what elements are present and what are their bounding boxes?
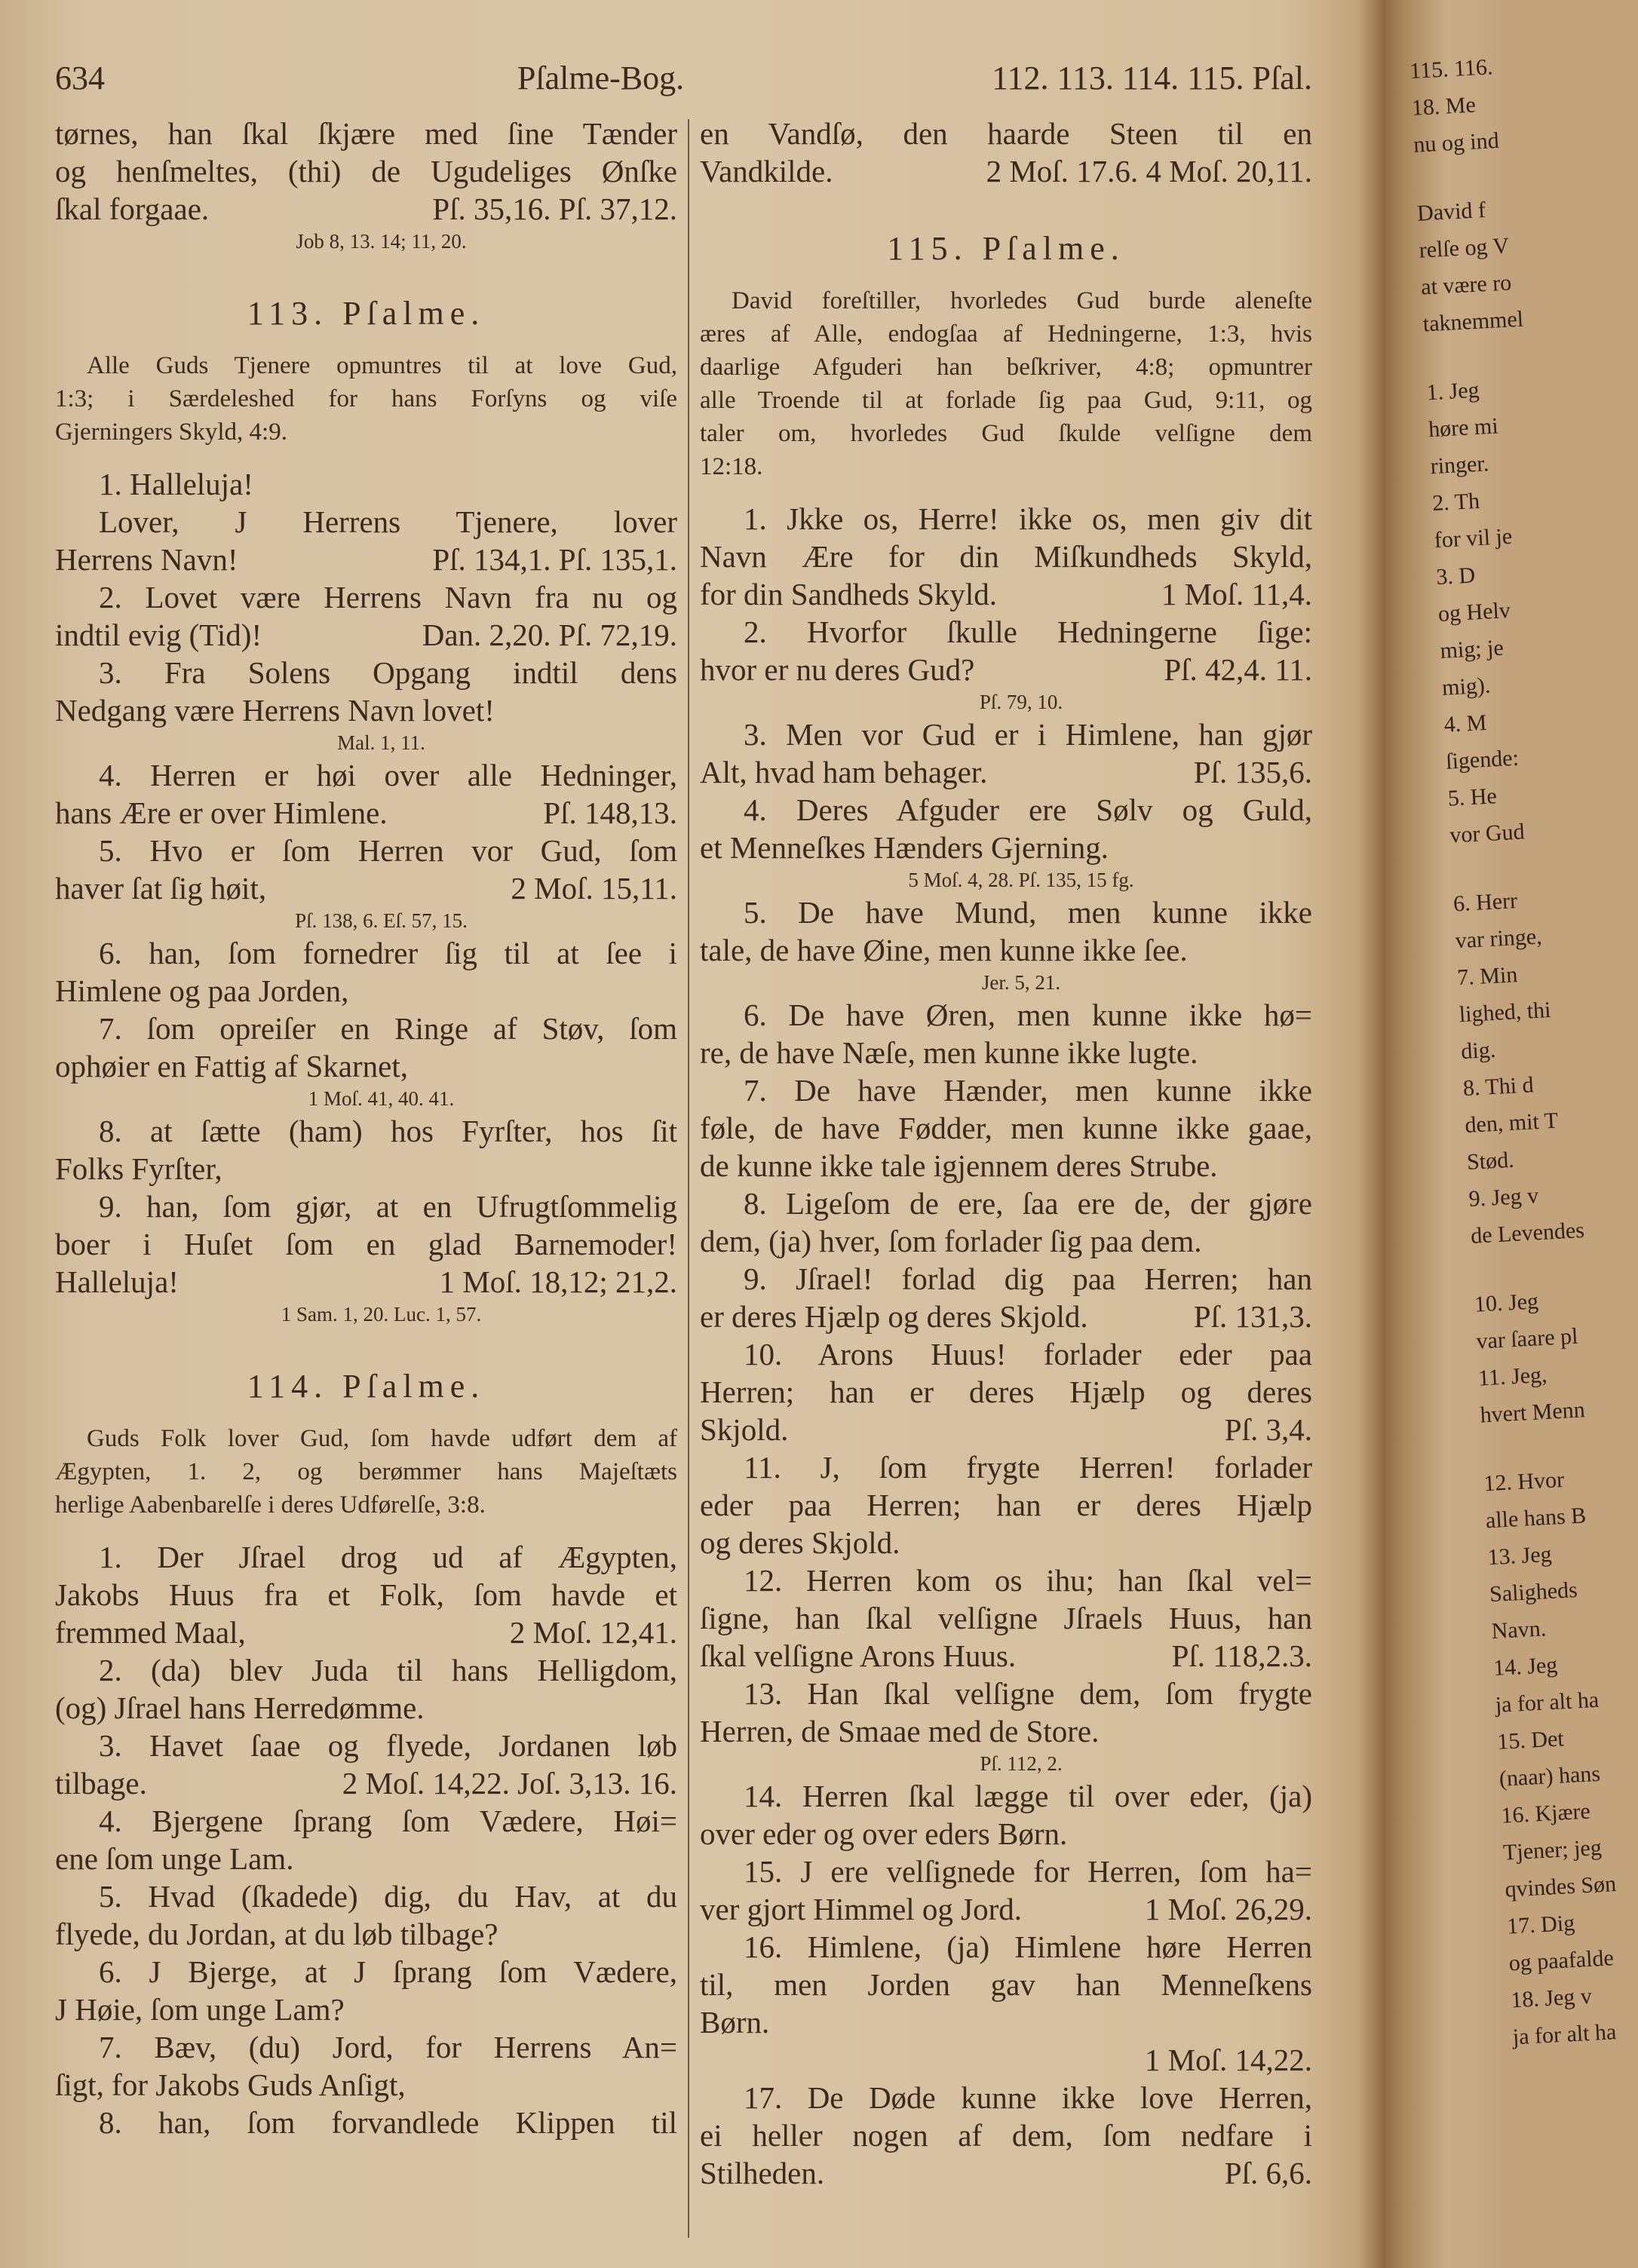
verse-line: 6. J Bjerge, at J ſprang ſom Vædere, — [99, 1954, 677, 1989]
verse-line: 2. Hvorfor ſkulle Hedningerne ſige: — [744, 615, 1312, 649]
verse-text: et Menneſkes Hænders Gjerning. — [700, 830, 1109, 865]
verse-line — [700, 1890, 1312, 1928]
verse-line — [700, 1147, 1312, 1185]
verse — [700, 500, 1312, 613]
cross-reference: 1 Sam. 1, 20. Luc. 1, 57. — [281, 1303, 482, 1326]
verse-reference: Pſ. 6,6. — [1224, 2156, 1312, 2190]
verse-line: ei heller nogen af dem, ſom nedfare i — [700, 2118, 1312, 2153]
verse-reference: 1 Moſ. 14,22. — [1144, 2043, 1312, 2077]
verse-line — [700, 753, 1312, 791]
verse-line: 7. Bæv, (du) Jord, for Herrens An= — [99, 2030, 677, 2064]
verse — [700, 1260, 1312, 1335]
verse-text: re, de have Næſe, men kunne ikke lugte. — [700, 1035, 1198, 1070]
verse-line: 14. Herren ſkal lægge til over eder, (ja) — [744, 1779, 1312, 1813]
facing-page-line: 17. Dig — [1506, 1910, 1575, 1939]
verse-line — [55, 2066, 677, 2104]
verse-line — [700, 1298, 1312, 1335]
verse-text: 1. Halleluja! — [99, 467, 253, 501]
verse-line — [700, 1815, 1312, 1853]
summary-line: 12:18. — [700, 453, 763, 480]
verse — [55, 1953, 677, 2028]
cross-reference: Pſ. 79, 10. — [979, 691, 1063, 713]
facing-page-line: høre mi — [1428, 413, 1499, 443]
verse-line: 13. Han ſkal velſigne dem, ſom frygte — [744, 1676, 1312, 1711]
facing-page-line: 10. Jeg — [1474, 1289, 1539, 1317]
facing-page-line: 7. Min — [1456, 962, 1519, 991]
verse-text: er deres Hjælp og deres Skjold. — [700, 1299, 1088, 1334]
summary-line: daarlige Afguderi han beſkriver, 4:8; opmuntrer — [700, 354, 1312, 381]
verse-line — [55, 465, 677, 503]
verse-text: Herren, de Smaae med de Store. — [700, 1714, 1100, 1749]
verse-reference: 1 Moſ. 18,12; 21,2. — [439, 1264, 677, 1299]
facing-page-line: Navn. — [1490, 1616, 1547, 1644]
verse-line — [55, 1263, 677, 1301]
summary-line: Ægypten, 1. 2, og berømmer hans Majeſtæts — [55, 1458, 677, 1485]
verse-text: hvor er nu deres Gud? — [700, 652, 975, 687]
facing-page-line: 16. Kjære — [1500, 1798, 1591, 1828]
verse-line: 2. (da) blev Juda til hans Helligdom, — [99, 1653, 677, 1687]
column-divider — [688, 119, 689, 2238]
verse — [700, 716, 1312, 791]
verse — [55, 832, 677, 907]
verse-text: over eder og over eders Børn. — [700, 1816, 1068, 1851]
facing-page-line: var ringe, — [1454, 924, 1543, 954]
verse-line — [55, 1840, 677, 1877]
verse-line — [55, 541, 677, 578]
verse-line: ſigne, han ſkal velſigne Jſraels Huus, han — [700, 1601, 1312, 1635]
facing-page-line: 14. Jeg — [1492, 1652, 1559, 1681]
verse-line: 9. han, ſom gjør, at en Ufrugtſommelig — [99, 1189, 677, 1224]
verse-reference: Pſ. 131,3. — [1193, 1299, 1312, 1334]
facing-page-line: 15. Det — [1496, 1726, 1565, 1755]
verse-text: ſigt, for Jakobs Guds Anſigt, — [55, 2067, 406, 2102]
verse-line: 8. Ligeſom de ere, ſaa ere de, der gjøre — [744, 1186, 1312, 1221]
verse-line: 6. De have Øren, men kunne ikke hø= — [744, 998, 1312, 1032]
verse-line: 1. Jkke os, Herre! ikke os, men giv dit — [744, 501, 1312, 536]
verse-text: Himlene og paa Jorden, — [55, 973, 349, 1008]
verse-text: hans Ære er over Himlene. — [55, 795, 388, 830]
psalm-heading: 114. Pſalme. — [247, 1368, 486, 1405]
facing-page-line: at være ro — [1420, 270, 1512, 300]
verse — [700, 1335, 1312, 1448]
verse-text: ene ſom unge Lam. — [55, 1841, 294, 1876]
verse-text: ſkal forgaae. — [55, 192, 210, 226]
verse — [700, 1928, 1312, 2079]
facing-page-line: ringer. — [1429, 451, 1490, 480]
verse-line — [700, 2003, 1312, 2041]
facing-page-line: og Helv — [1437, 597, 1511, 627]
verse — [55, 654, 677, 729]
verse-reference: 2 Moſ. 15,11. — [511, 871, 677, 906]
verse-line: til, men Jorden gav han Menneſkens — [700, 1967, 1312, 2002]
verse — [55, 1877, 677, 1953]
cross-reference: Pſ. 138, 6. Eſ. 57, 15. — [295, 909, 468, 932]
verse-text: (og) Jſrael hans Herredømme. — [55, 1690, 425, 1725]
facing-page-line: den, mit T — [1464, 1108, 1559, 1139]
psalm-range: 112. 113. 114. 115. Pſal. — [992, 60, 1312, 97]
verse-line — [700, 829, 1312, 866]
verse-line: 3. Havet ſaae og flyede, Jordanen løb — [99, 1728, 677, 1763]
summary-line: herlige Aabenbarelſe i deres Udførelſe, 3:8. — [55, 1491, 486, 1519]
verse-line: Jakobs Huus fra et Folk, ſom havde et — [55, 1577, 677, 1612]
facing-page-line: 13. Jeg — [1486, 1541, 1553, 1571]
verse — [700, 791, 1312, 866]
facing-page-line: dig. — [1460, 1037, 1497, 1065]
psalm-summary — [55, 1422, 677, 1522]
verse-line — [700, 2154, 1312, 2192]
paragraph-gap — [1451, 849, 1552, 886]
verse-line: tørnes, han ſkal ſkjære med ſine Tænder — [55, 116, 677, 151]
facing-page-line: (naar) hans — [1498, 1761, 1601, 1791]
facing-page-line: 3. D — [1435, 562, 1476, 590]
verse-line: en Vandſø, den haarde Steen til en — [700, 116, 1312, 151]
verse-reference: 2 Moſ. 14,22. Joſ. 3,13. 16. — [342, 1766, 677, 1801]
facing-page-line: Saligheds — [1489, 1577, 1578, 1608]
verse — [700, 1777, 1312, 1853]
summary-line: Gjerningers Skyld, 4:9. — [55, 418, 287, 446]
facing-page-line: vor Gud — [1449, 819, 1526, 848]
verse — [55, 1538, 677, 1651]
verse-line: 5. De have Mund, men kunne ikke — [744, 895, 1312, 930]
summary-line: alle Troende til at forlade ſig paa Gud, 9:11, og — [700, 387, 1312, 414]
paragraph-gap — [1472, 1249, 1573, 1286]
verse-line — [55, 190, 677, 228]
verse-text: og deres Skjold. — [700, 1525, 900, 1560]
verse — [700, 613, 1312, 688]
verse-reference: Pſ. 135,6. — [1193, 755, 1312, 789]
summary-line: taler om, hvorledes Gud ſkulde velſigne dem — [700, 420, 1312, 447]
verse-line: 11. J, ſom frygte Herren! forlader — [744, 1450, 1312, 1485]
verse — [700, 2079, 1312, 2192]
psalm-summary — [55, 349, 677, 449]
verse — [55, 1112, 677, 1188]
facing-page-line: David f — [1416, 197, 1486, 226]
verse — [700, 1071, 1312, 1185]
verse-line: 10. Arons Huus! forlader eder paa — [744, 1337, 1312, 1372]
verse — [55, 1010, 677, 1085]
verse-line — [700, 931, 1312, 969]
facing-page-line: hvert Menn — [1479, 1397, 1586, 1428]
verse-line: 7. De have Hænder, men kunne ikke — [744, 1073, 1312, 1108]
psalm-summary — [700, 284, 1312, 483]
facing-page-line: for vil je — [1434, 523, 1513, 553]
summary-line: Guds Folk lover Gud, ſom havde udført dem af — [87, 1425, 677, 1452]
verse — [55, 756, 677, 832]
cross-reference: 1 Moſ. 41, 40. 41. — [308, 1087, 455, 1110]
facing-page-line: og paafalde — [1508, 1945, 1615, 1976]
left-text-column — [55, 115, 677, 2141]
verse — [700, 1562, 1312, 1675]
cross-reference: Job 8, 13. 14; 11, 20. — [296, 230, 467, 253]
verse — [55, 115, 677, 228]
verse-line: 6. han, ſom fornedrer ſig til at ſee i — [99, 936, 677, 970]
verse — [700, 1185, 1312, 1260]
verse — [55, 1802, 677, 1877]
verse-line — [55, 1764, 677, 1802]
verse — [700, 1675, 1312, 1750]
verse-line — [55, 972, 677, 1010]
facing-page-line: 8. Thi d — [1462, 1072, 1535, 1102]
verse-line: 4. Herren er høi over alle Hedninger, — [99, 758, 677, 792]
verse-line: 12. Herren kom os ihu; han ſkal vel= — [744, 1563, 1312, 1598]
verse-reference: Pſ. 134,1. Pſ. 135,1. — [432, 542, 677, 577]
verse-line: boer i Huſet ſom en glad Barnemoder! — [55, 1227, 677, 1261]
psalm-heading: 115. Pſalme. — [887, 230, 1125, 267]
verse-line: 3. Men vor Gud er i Himlene, han gjør — [744, 717, 1312, 752]
facing-page-line: 6. Herr — [1452, 888, 1518, 917]
page-number: 634 — [55, 60, 105, 97]
facing-page-line: de Levendes — [1470, 1217, 1585, 1249]
facing-page-fragment — [1409, 48, 1624, 2265]
verse-line — [700, 575, 1312, 613]
verse-reference: Pſ. 35,16. Pſ. 37,12. — [432, 192, 677, 226]
verse-line — [55, 1047, 677, 1085]
verse — [700, 115, 1312, 190]
verse-line — [55, 1614, 677, 1651]
verse-line: 7. ſom opreiſer en Ringe af Støv, ſom — [99, 1011, 677, 1046]
facing-page-line: 18. Jeg v — [1510, 1983, 1593, 2013]
verse-text: haver ſat ſig høit, — [55, 871, 267, 906]
verse — [700, 996, 1312, 1071]
cross-reference: Mal. 1, 11. — [337, 731, 425, 754]
verse-reference: Pſ. 42,4. 11. — [1164, 652, 1312, 687]
verse-text: Folks Fyrſter, — [55, 1151, 222, 1186]
running-title: Pſalme-Bog. — [517, 60, 685, 97]
verse-line: 17. De Døde kunne ikke love Herren, — [744, 2080, 1312, 2115]
facing-page-line: ſigende: — [1445, 745, 1520, 774]
verse-line — [700, 152, 1312, 190]
verse-line: eder paa Herren; han er deres Hjælp — [700, 1488, 1312, 1522]
verse-text: fremmed Maal, — [55, 1615, 246, 1650]
right-text-column — [700, 115, 1312, 2192]
verse-text: Børn. — [700, 2005, 770, 2040]
verse-reference: 2 Moſ. 12,41. — [509, 1615, 677, 1650]
verse-line — [55, 1915, 677, 1953]
verse-text: for din Sandheds Skyld. — [700, 577, 998, 611]
cross-reference: Pſ. 112, 2. — [980, 1752, 1063, 1775]
facing-page-line: ja for alt ha — [1494, 1687, 1600, 1718]
verse-line: Navn Ære for din Miſkundheds Skyld, — [700, 539, 1312, 574]
verse-text: Skjold. — [700, 1412, 789, 1447]
verse-text: Herrens Navn! — [55, 542, 238, 577]
verse — [700, 1853, 1312, 1928]
paragraph-gap — [1415, 158, 1516, 195]
facing-page-line: mig). — [1441, 673, 1492, 700]
summary-line: David foreſtiller, hvorledes Gud burde aleneſte — [732, 287, 1312, 314]
facing-page-line: 5. He — [1446, 783, 1498, 811]
verse-line: Herren; han er deres Hjælp og deres — [700, 1375, 1312, 1409]
verse-line: 9. Jſrael! forlad dig paa Herren; han — [744, 1261, 1312, 1296]
facing-page-line: ja for alt ha — [1512, 2019, 1618, 2050]
verse-text: tale, de have Øine, men kunne ikke ſee. — [700, 933, 1188, 967]
verse-text: ver gjort Himmel og Jord. — [700, 1892, 1023, 1926]
verse-line — [700, 651, 1312, 688]
verse-line: 4. Deres Afguder ere Sølv og Guld, — [744, 792, 1312, 827]
verse-line — [700, 1712, 1312, 1750]
facing-page-line: 2. Th — [1431, 488, 1480, 516]
facing-page-line: relſe og V — [1418, 233, 1510, 263]
facing-page-line: 1. Jeg — [1425, 377, 1480, 406]
facing-page-line: qvindes Søn — [1504, 1871, 1617, 1902]
verse-text: ſkal velſigne Arons Huus. — [700, 1638, 1017, 1673]
verse — [55, 578, 677, 654]
verse — [55, 2104, 677, 2141]
verse-reference: 1 Moſ. 11,4. — [1161, 577, 1312, 611]
verse-line: 16. Himlene, (ja) Himlene høre Herren — [744, 1929, 1312, 1964]
verse-line: Lover, J Herrens Tjenere, lover — [99, 504, 677, 539]
verse-line: 1. Der Jſrael drog ud af Ægypten, — [99, 1540, 677, 1574]
verse-reference: Pſ. 118,2.3. — [1171, 1638, 1312, 1673]
cross-reference: Jer. 5, 21. — [981, 971, 1061, 994]
verse-reference: Dan. 2,20. Pſ. 72,19. — [422, 618, 677, 652]
summary-line: Alle Guds Tjenere opmuntres til at love Gud, — [87, 352, 677, 379]
verse-line — [55, 691, 677, 729]
paragraph-gap — [1424, 338, 1525, 375]
verse-text: tilbage. — [55, 1766, 147, 1801]
facing-page-line: 9. Jeg v — [1468, 1183, 1539, 1212]
verse-line: 15. J ere velſignede for Herren, ſom ha= — [744, 1854, 1312, 1889]
verse — [55, 934, 677, 1010]
verse-text: indtil evig (Tid)! — [55, 618, 262, 652]
facing-page-line: 115. 116. — [1409, 54, 1494, 84]
psalm-heading: 113. Pſalme. — [247, 295, 486, 332]
verse — [55, 1651, 677, 1727]
verse-line — [55, 794, 677, 832]
verse — [55, 1188, 677, 1301]
verse-line: 2. Lovet være Herrens Navn fra nu og — [99, 580, 677, 615]
verse-line — [700, 1222, 1312, 1260]
verse-text: J Høie, ſom unge Lam? — [55, 1992, 345, 2027]
verse-text: flyede, du Jordan, at du løb tilbage? — [55, 1917, 498, 1951]
facing-page-line: mig; je — [1439, 635, 1505, 664]
facing-page-line: nu og ind — [1413, 127, 1500, 158]
summary-line: æres af Alle, endogſaa af Hedningerne, 1:3, hvis — [700, 320, 1312, 348]
verse-line — [55, 1150, 677, 1188]
verse — [55, 503, 677, 578]
verse-line: 8. han, ſom forvandlede Klippen til — [99, 2105, 677, 2140]
verse-line — [700, 1637, 1312, 1675]
verse-line: 3. Fra Solens Opgang indtil dens — [99, 655, 677, 690]
facing-page-line: taknemmel — [1422, 306, 1524, 337]
verse-text: Nedgang være Herrens Navn lovet! — [55, 693, 495, 728]
verse-line: føle, de have Fødder, men kunne ikke gaae, — [700, 1111, 1312, 1145]
verse-text: de kunne ikke tale igjennem deres Strube. — [700, 1148, 1218, 1183]
verse-text: Vandkilde. — [700, 154, 833, 188]
facing-page-line: Tjener; jeg — [1502, 1834, 1603, 1865]
verse — [700, 893, 1312, 969]
verse-line — [55, 616, 677, 654]
verse-text: dem, (ja) hver, ſom forlader ſig paa dem. — [700, 1224, 1202, 1258]
verse-line — [55, 1991, 677, 2028]
verse-text: Halleluja! — [55, 1264, 179, 1299]
verse-line — [55, 869, 677, 907]
verse — [55, 2028, 677, 2104]
verse-line: 5. Hvad (ſkadede) dig, du Hav, at du — [99, 1879, 677, 1914]
facing-page-line: 12. Hvor — [1483, 1467, 1565, 1497]
verse-reference: Pſ. 148,13. — [543, 795, 677, 830]
verse — [55, 465, 677, 503]
verse-line: og henſmeltes, (thi) de Ugudeliges Ønſke — [55, 154, 677, 188]
summary-line: 1:3; i Særdeleshed for hans Forſyns og viſe — [55, 385, 677, 412]
verse-line — [700, 1524, 1312, 1562]
verse-line: 4. Bjergene ſprang ſom Vædere, Høi= — [99, 1804, 677, 1838]
verse-text: Stilheden. — [700, 2156, 825, 2190]
verse-text: ophøier en Fattig af Skarnet, — [55, 1049, 408, 1083]
facing-page-line: alle hans B — [1485, 1503, 1587, 1534]
verse-line — [700, 1034, 1312, 1071]
verse-reference: 1 Moſ. 26,29. — [1144, 1892, 1312, 1926]
facing-page-line: 4. M — [1443, 710, 1488, 737]
verse-line — [700, 1411, 1312, 1448]
verse-line: 5. Hvo er ſom Herren vor Gud, ſom — [99, 833, 677, 868]
verse — [55, 1727, 677, 1802]
cross-reference: 5 Moſ. 4, 28. Pſ. 135, 15 fg. — [908, 869, 1134, 891]
facing-page-line: 11. Jeg, — [1477, 1362, 1548, 1391]
verse-line — [55, 1689, 677, 1727]
facing-page-line: Stød. — [1466, 1147, 1515, 1175]
verse-line: 8. at ſætte (ham) hos Fyrſter, hos ſit — [99, 1114, 677, 1148]
verse-reference: Pſ. 3,4. — [1224, 1412, 1312, 1447]
facing-page-line: 18. Me — [1410, 92, 1477, 121]
paragraph-gap — [1481, 1429, 1582, 1466]
facing-page-line: var ſaare pl — [1475, 1323, 1579, 1354]
running-header — [55, 59, 1312, 104]
verse-reference: 2 Moſ. 17.6. 4 Moſ. 20,11. — [986, 154, 1312, 188]
facing-page-line: lighed, thi — [1458, 997, 1552, 1028]
verse-text: Alt, hvad ham behager. — [700, 755, 988, 789]
verse — [700, 1448, 1312, 1562]
